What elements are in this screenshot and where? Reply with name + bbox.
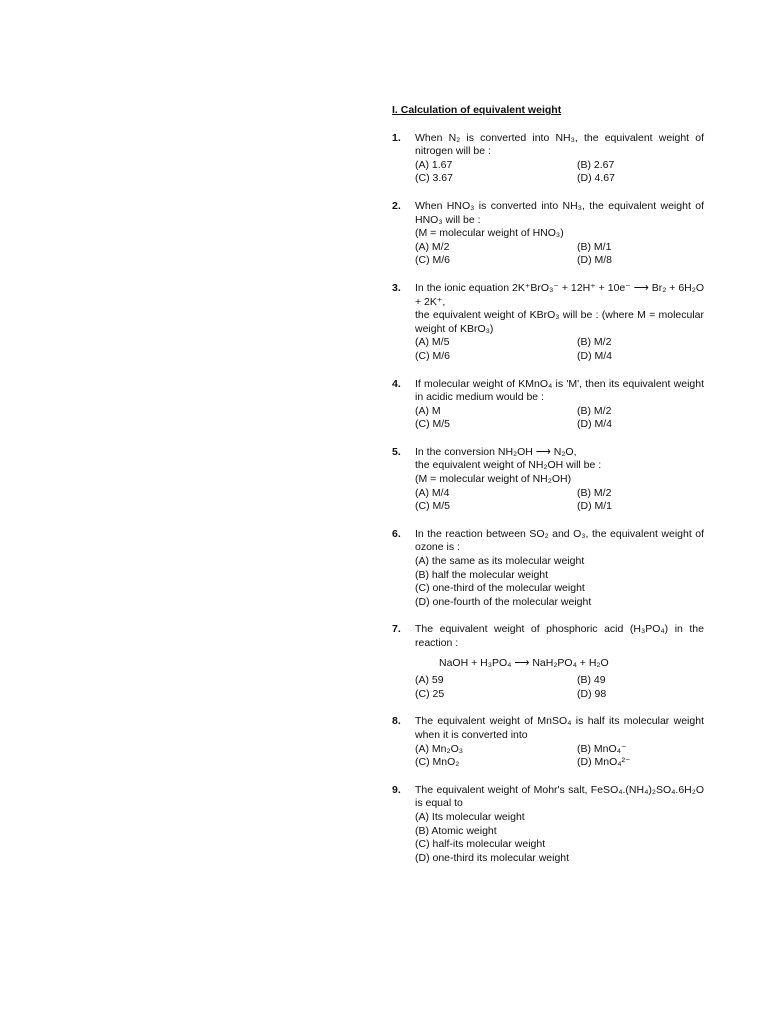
option-a: (A) 1.67 xyxy=(415,158,453,171)
question-number: 2. xyxy=(392,199,401,212)
option-d: (D) M/8 xyxy=(577,254,612,267)
question-note: (M = molecular weight of HNO₃) xyxy=(415,227,564,240)
question-6 xyxy=(392,528,704,610)
options xyxy=(415,405,704,432)
option-b: (B) MnO₄⁻ xyxy=(577,742,627,755)
question-text: The equivalent weight of MnSO₄ is half its molecular weight when it is converted into xyxy=(415,715,704,741)
reaction-equation: NaOH + H₃PO₄ ⟶ NaH₂PO₄ + H₂O xyxy=(439,656,609,669)
question-number: 8. xyxy=(392,715,401,728)
question-7 xyxy=(392,623,704,701)
options xyxy=(415,743,704,770)
option-a: (A) the same as its molecular weight xyxy=(415,555,585,568)
question-column xyxy=(392,104,704,879)
option-d: (D) one-third its molecular weight xyxy=(415,851,570,864)
option-c: (C) 3.67 xyxy=(415,172,453,185)
option-c: (C) 25 xyxy=(415,687,445,700)
question-number: 4. xyxy=(392,377,401,390)
question-1 xyxy=(392,132,704,186)
question-3 xyxy=(392,282,704,364)
question-8 xyxy=(392,715,704,769)
option-c: (C) MnO₂ xyxy=(415,756,460,769)
option-c: (C) M/5 xyxy=(415,500,450,513)
options xyxy=(415,674,704,701)
option-c: (C) M/6 xyxy=(415,254,450,267)
option-a: (A) M/5 xyxy=(415,336,450,349)
question-text: In the conversion NH₂OH ⟶ N₂O, xyxy=(415,445,577,458)
option-b: (B) Atomic weight xyxy=(415,824,497,837)
option-d: (D) M/4 xyxy=(577,418,612,431)
question-text: When HNO₃ is converted into NH₃, the equivalent weight of HNO₃ will be : xyxy=(415,199,704,226)
question-text: In the ionic equation 2K⁺BrO₃⁻ + 12H⁺ + 10e⁻ ⟶ Br₂ + 6H₂O + 2K⁺, xyxy=(415,281,704,308)
option-a: (A) M xyxy=(415,404,441,417)
options xyxy=(415,241,704,268)
option-d: (D) 4.67 xyxy=(577,172,615,185)
question-text: When N₂ is converted into NH₃, the equivalent weight of nitrogen will be : xyxy=(415,131,704,158)
option-b: (B) M/2 xyxy=(577,336,612,349)
option-d: (D) MnO₄²⁻ xyxy=(577,756,631,769)
option-b: (B) M/1 xyxy=(577,240,612,253)
option-d: (D) M/1 xyxy=(577,500,612,513)
question-text: The equivalent weight of Mohr's salt, FeSO₄.(NH₄)₂SO₄.6H₂O is equal to xyxy=(415,783,704,810)
option-b: (B) 49 xyxy=(577,674,606,687)
question-text-continued: the equivalent weight of KBrO₃ will be : (where M = molecular weight of KBrO₃) xyxy=(415,309,704,335)
option-a: (A) Its molecular weight xyxy=(415,810,525,823)
option-b: (B) half the molecular weight xyxy=(415,568,549,581)
option-a: (A) 59 xyxy=(415,674,444,687)
option-d: (D) M/4 xyxy=(577,349,612,362)
question-number: 9. xyxy=(392,783,401,796)
option-c: (C) M/5 xyxy=(415,418,450,431)
question-text-continued: the equivalent weight of NH₂OH will be : xyxy=(415,459,602,472)
option-b: (B) 2.67 xyxy=(577,158,615,171)
question-number: 5. xyxy=(392,445,401,458)
question-9 xyxy=(392,784,704,866)
option-c: (C) M/6 xyxy=(415,349,450,362)
question-5 xyxy=(392,446,704,514)
question-text: In the reaction between SO₂ and O₃, the equivalent weight of ozone is : xyxy=(415,527,704,554)
option-a: (A) M/2 xyxy=(415,240,450,253)
options xyxy=(415,336,704,363)
options xyxy=(415,487,704,514)
question-number: 1. xyxy=(392,131,401,144)
section-title: I. Calculation of equivalent weight xyxy=(392,104,562,116)
options xyxy=(415,555,704,609)
option-c: (C) half-its molecular weight xyxy=(415,838,546,851)
option-b: (B) M/2 xyxy=(577,404,612,417)
option-d: (D) one-fourth of the molecular weight xyxy=(415,595,592,608)
question-number: 3. xyxy=(392,281,401,294)
option-a: (A) M/4 xyxy=(415,486,450,499)
question-note: (M = molecular weight of NH₂OH) xyxy=(415,473,572,486)
option-d: (D) 98 xyxy=(577,687,607,700)
options xyxy=(415,159,704,186)
question-text: If molecular weight of KMnO₄ is 'M', then its equivalent weight in acidic medium would be : xyxy=(415,377,704,404)
question-text: The equivalent weight of phosphoric acid (H₃PO₄) in the reaction : xyxy=(415,623,704,649)
question-4 xyxy=(392,378,704,432)
option-b: (B) M/2 xyxy=(577,486,612,499)
options xyxy=(415,811,704,865)
question-number: 7. xyxy=(392,623,401,636)
question-2 xyxy=(392,200,704,268)
question-number: 6. xyxy=(392,527,401,540)
option-c: (C) one-third of the molecular weight xyxy=(415,582,585,595)
option-a: (A) Mn₂O₃ xyxy=(415,742,464,755)
